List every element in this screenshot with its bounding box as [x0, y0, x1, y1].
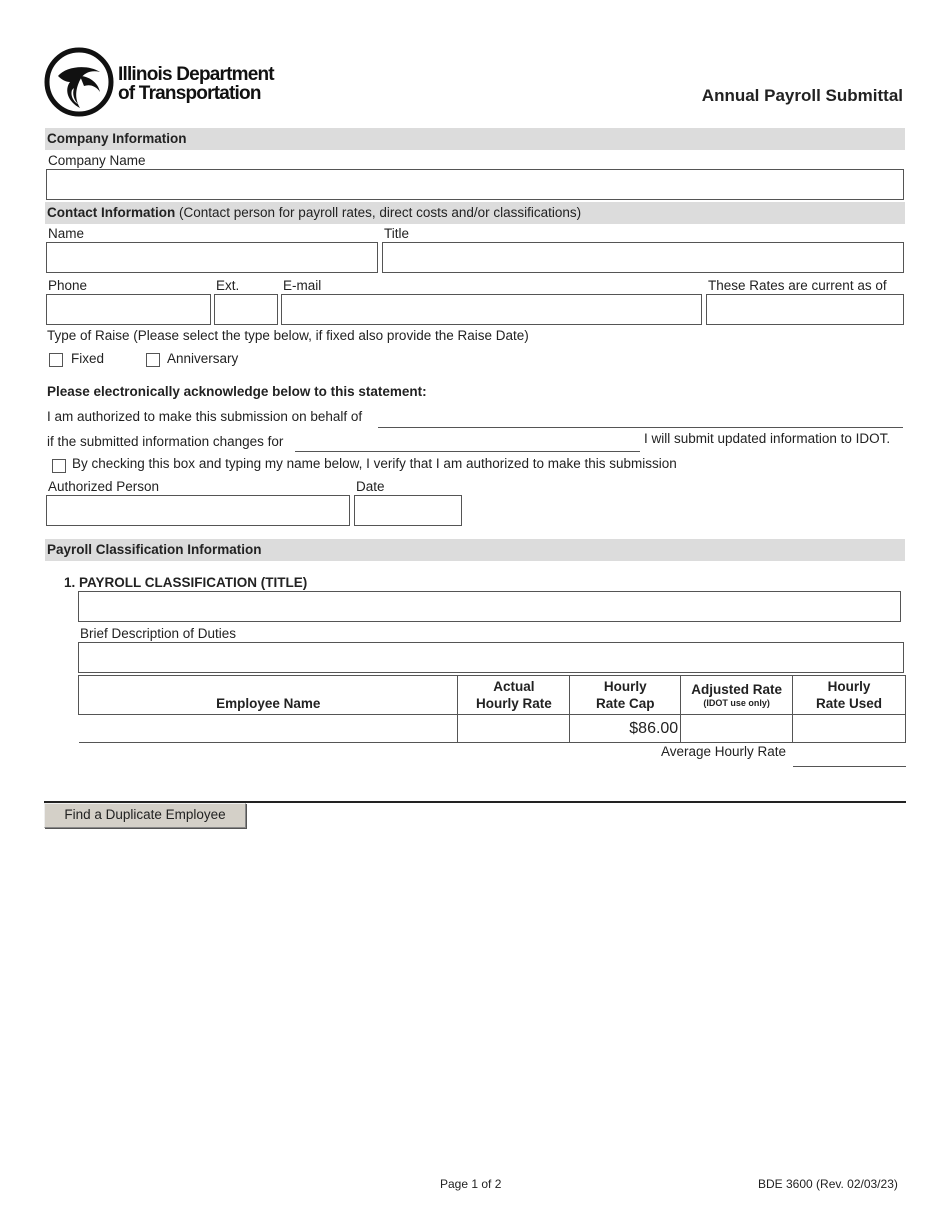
- col-adjusted-label: Adjusted Rate: [691, 682, 783, 697]
- fixed-label: Fixed: [71, 351, 105, 366]
- col-hourly-rate-used: [793, 676, 906, 715]
- authorized-on-behalf-text: I am authorized to make this submission on behalf of: [47, 409, 363, 424]
- authorized-person-label: Authorized Person: [48, 479, 160, 494]
- info-changes-text: if the submitted information changes for: [47, 434, 284, 449]
- acknowledge-heading: Please electronically acknowledge below to this statement:: [47, 384, 427, 399]
- logo-line-2: of Transportation: [118, 83, 261, 104]
- info-changes-company-field[interactable]: [295, 451, 640, 452]
- company-name-field[interactable]: [46, 169, 904, 200]
- anniversary-label: Anniversary: [167, 351, 239, 366]
- find-duplicate-employee-button[interactable]: Find a Duplicate Employee: [44, 803, 246, 828]
- col-used-line1: Hourly: [827, 679, 871, 694]
- authorized-person-field[interactable]: [46, 495, 350, 526]
- col-cap-line2: Rate Cap: [596, 696, 655, 711]
- col-used-line2: Rate Used: [816, 696, 883, 711]
- contact-info-heading-text: Contact Information: [47, 205, 176, 220]
- date-label: Date: [356, 479, 385, 494]
- col-cap-line1: Hourly: [603, 679, 647, 694]
- contact-info-heading: [45, 202, 905, 224]
- anniversary-checkbox[interactable]: [146, 353, 160, 367]
- date-field[interactable]: [354, 495, 462, 526]
- idot-logo: [44, 46, 304, 122]
- company-info-heading: [45, 128, 905, 150]
- rates-current-date-field[interactable]: [706, 294, 904, 325]
- contact-info-heading-note: (Contact person for payroll rates, direct costs and/or classifications): [175, 205, 582, 220]
- title-label: Title: [384, 226, 410, 241]
- hourly-rate-used-cell: [793, 715, 906, 743]
- payroll-info-heading-text: Payroll Classification Information: [47, 542, 262, 557]
- col-employee-name: Employee Name: [79, 676, 458, 715]
- email-field[interactable]: [281, 294, 702, 325]
- company-on-behalf-field[interactable]: [378, 427, 903, 428]
- col-actual-hourly-rate: [458, 676, 570, 715]
- fixed-checkbox[interactable]: [49, 353, 63, 367]
- col-actual-line1: Actual: [493, 679, 535, 694]
- employee-table-header: [79, 676, 906, 715]
- payroll-info-heading: [45, 539, 905, 561]
- average-hourly-rate-field: [793, 766, 906, 767]
- col-actual-line2: Hourly Rate: [475, 696, 552, 711]
- idot-logo-mark-icon: [44, 46, 114, 118]
- verify-checkbox-label: By checking this box and typing my name below, I verify that I am authorized to make this submission: [72, 456, 677, 471]
- phone-field[interactable]: [46, 294, 211, 325]
- page-number: Page 1 of 2: [440, 1177, 502, 1191]
- company-name-label: Company Name: [48, 153, 146, 168]
- table-row: [79, 715, 906, 743]
- contact-title-field[interactable]: [382, 242, 904, 273]
- employee-name-cell[interactable]: [79, 715, 458, 743]
- brief-description-field[interactable]: [78, 642, 904, 673]
- name-label: Name: [48, 226, 85, 241]
- verify-checkbox[interactable]: [52, 459, 66, 473]
- actual-hourly-rate-cell[interactable]: [458, 715, 570, 743]
- col-hourly-rate-cap: [570, 676, 681, 715]
- classification-title-field[interactable]: [78, 591, 901, 622]
- phone-label: Phone: [48, 278, 88, 293]
- brief-description-label: Brief Description of Duties: [80, 626, 237, 641]
- adjusted-rate-cell: [681, 715, 793, 743]
- email-label: E-mail: [283, 278, 322, 293]
- average-hourly-rate-label: Average Hourly Rate: [661, 744, 787, 759]
- company-info-heading-text: Company Information: [47, 131, 187, 146]
- logo-line-1: Illinois Department: [118, 64, 274, 85]
- classification-title-label: 1. PAYROLL CLASSIFICATION (TITLE): [64, 575, 308, 590]
- rates-current-label: These Rates are current as of: [708, 278, 887, 293]
- col-adjusted-rate: [681, 676, 793, 715]
- form-id: BDE 3600 (Rev. 02/03/23): [758, 1177, 898, 1191]
- contact-name-field[interactable]: [46, 242, 378, 273]
- page-title: Annual Payroll Submittal: [701, 86, 903, 105]
- col-adjusted-note: (IDOT use only): [703, 698, 770, 708]
- raise-type-label: Type of Raise (Please select the type below, if fixed also provide the Raise Date): [47, 328, 529, 343]
- ext-field[interactable]: [214, 294, 278, 325]
- will-submit-text: I will submit updated information to IDOT.: [644, 431, 891, 446]
- ext-label: Ext.: [216, 278, 240, 293]
- hourly-rate-cap-cell: $86.00: [570, 715, 681, 743]
- employee-table: [78, 675, 906, 743]
